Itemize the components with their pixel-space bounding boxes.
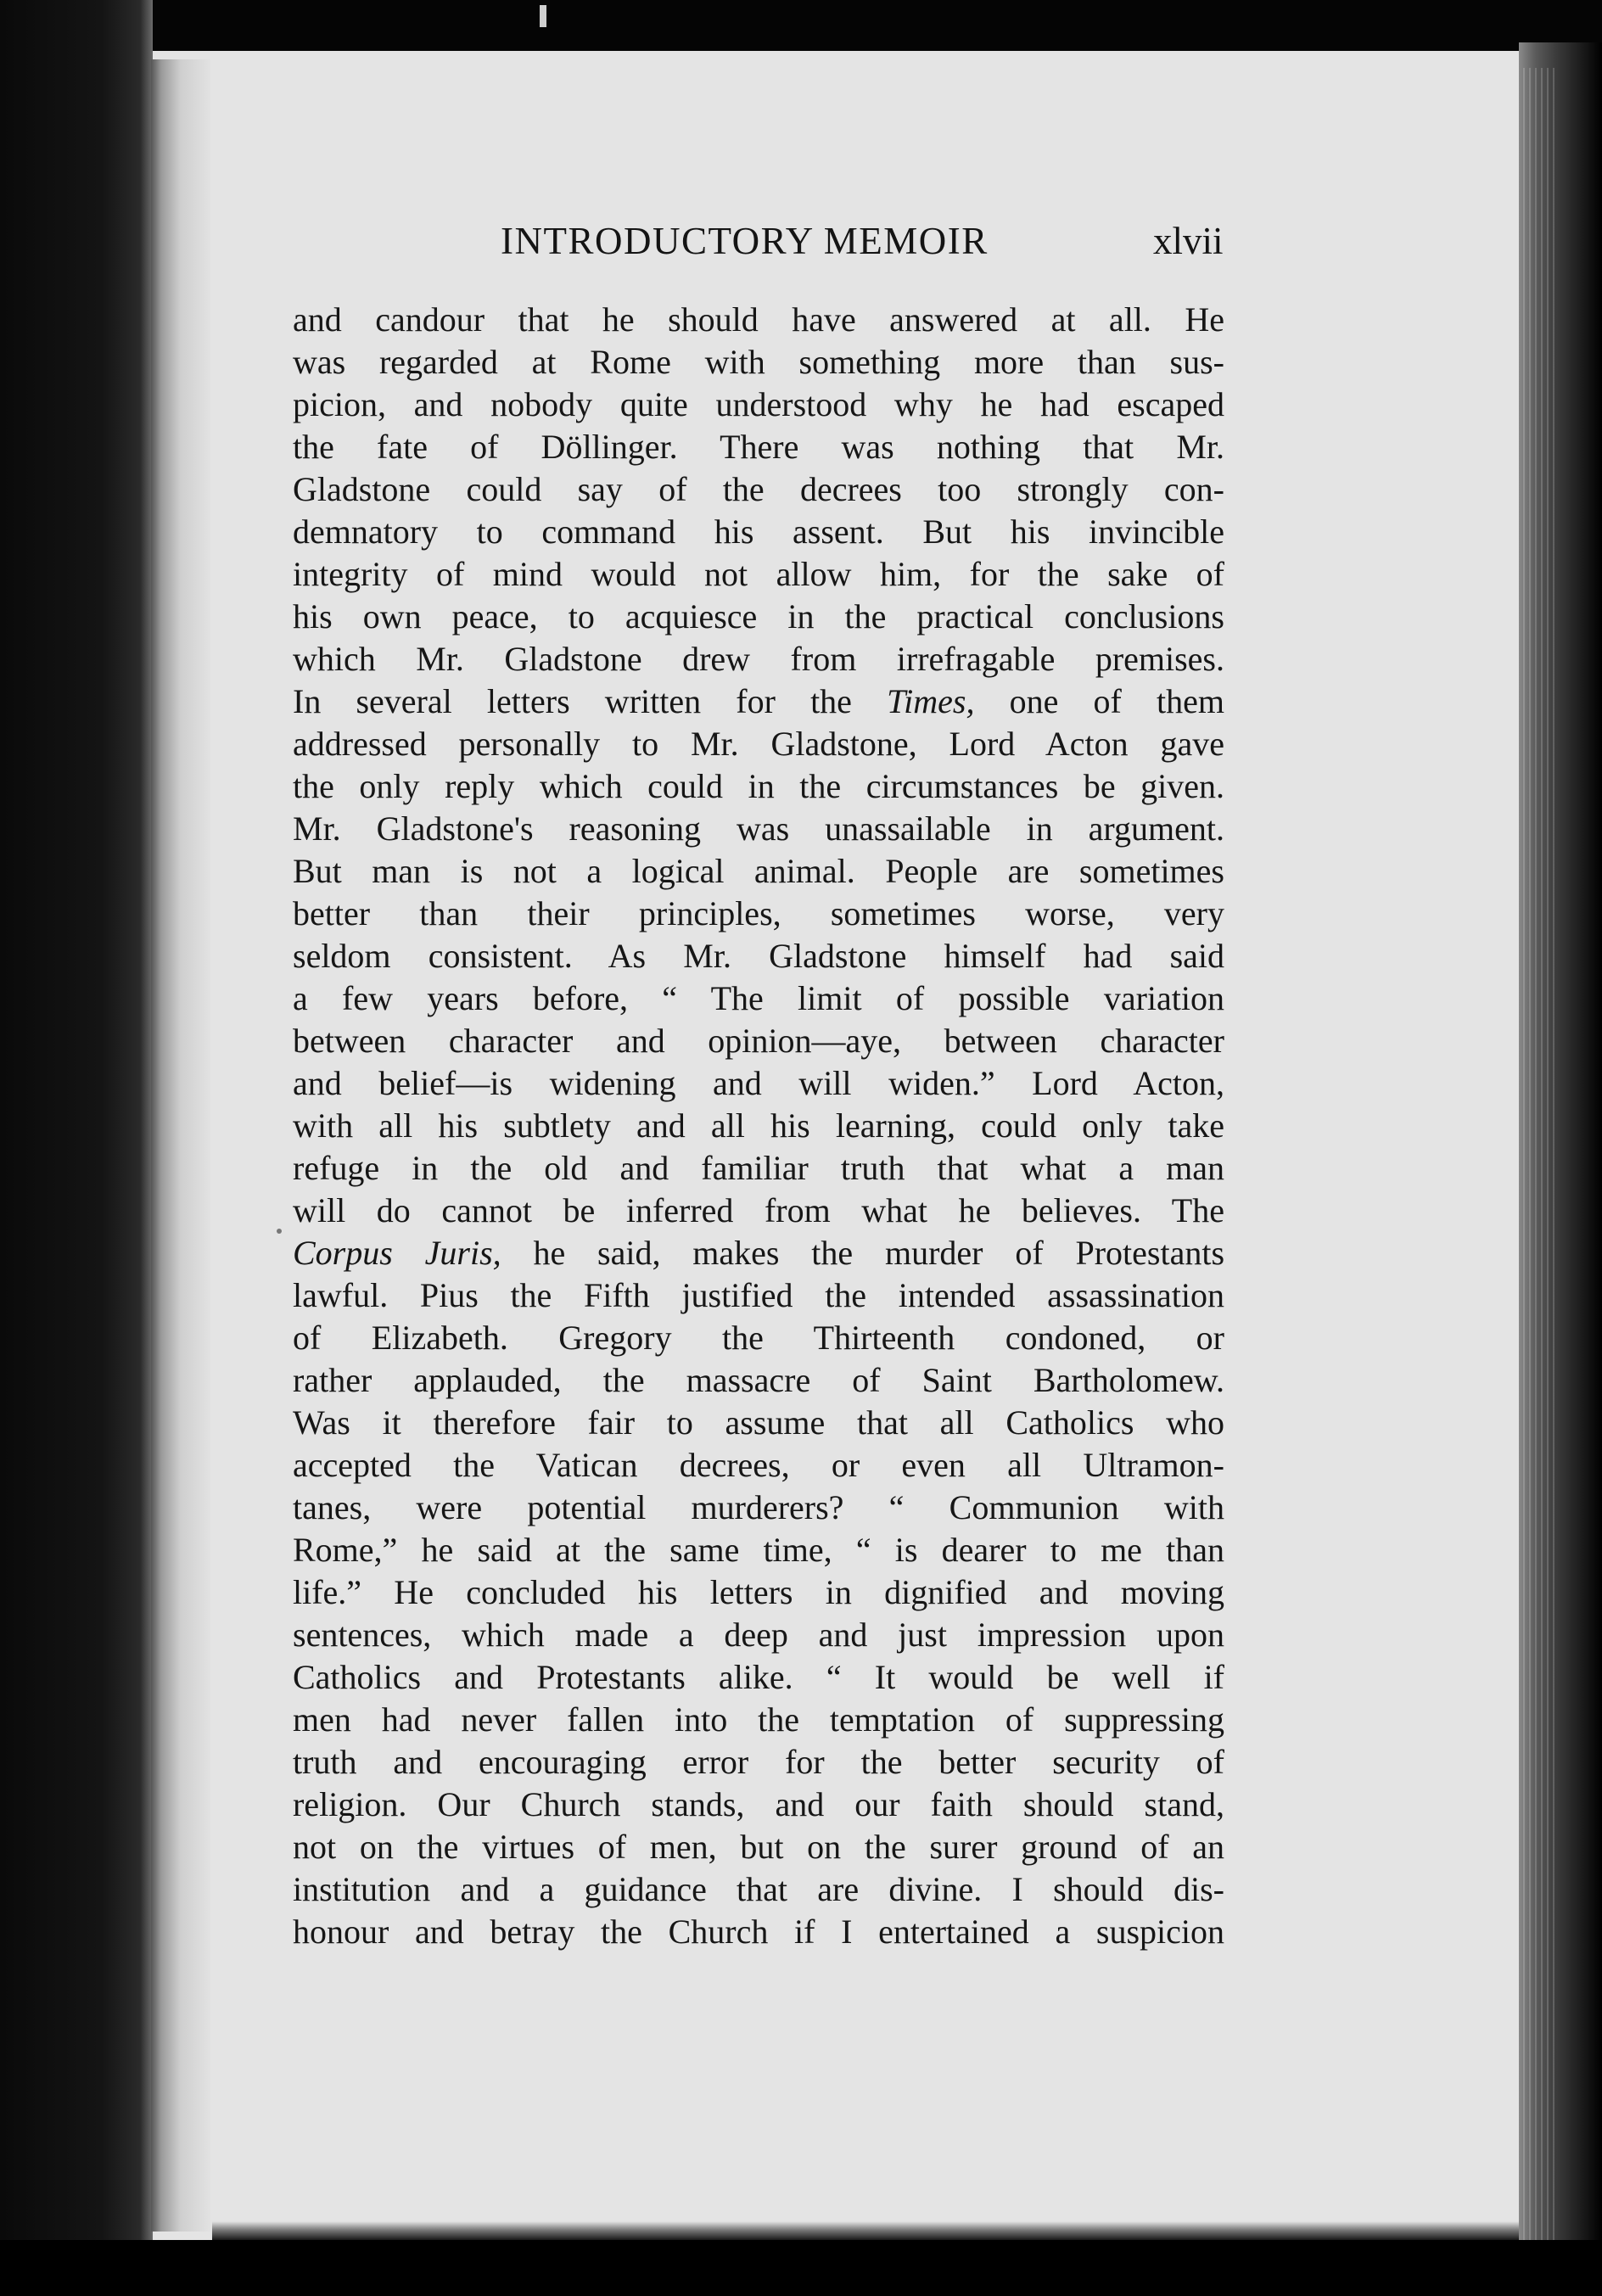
page-bottom-shadow bbox=[212, 2221, 1519, 2240]
text-line: addressed personally to Mr. Gladstone, Lord Acton gave bbox=[293, 725, 1224, 763]
text-line: tanes, were potential murderers? “ Communion with bbox=[293, 1488, 1224, 1526]
text-fragment: one of them bbox=[1009, 682, 1224, 720]
text-line: will do cannot be inferred from what he believes. The bbox=[293, 1191, 1224, 1229]
margin-mark bbox=[277, 1229, 282, 1234]
text-line: honour and betray the Church if I entertained a suspicion bbox=[293, 1912, 1224, 1951]
text-line: institution and a guidance that are divine. I should dis- bbox=[293, 1870, 1224, 1908]
text-line: and belief—is widening and will widen.” Lord Acton, bbox=[293, 1064, 1224, 1102]
text-line: Gladstone could say of the decrees too strongly con- bbox=[293, 470, 1224, 508]
text-line: not on the virtues of men, but on the surer ground of an bbox=[293, 1828, 1224, 1866]
text-line: lawful. Pius the Fifth justified the intended assassination bbox=[293, 1276, 1224, 1314]
text-line: Mr. Gladstone's reasoning was unassailable in argument. bbox=[293, 809, 1224, 848]
page-edges bbox=[1523, 68, 1557, 2240]
running-head-title: INTRODUCTORY MEMOIR bbox=[501, 220, 989, 262]
text-line: refuge in the old and familiar truth that what a man bbox=[293, 1149, 1224, 1187]
scan-speck bbox=[540, 5, 546, 27]
text-line: picion, and nobody quite understood why he had escaped bbox=[293, 385, 1224, 423]
text-line: better than their principles, sometimes worse, very bbox=[293, 894, 1224, 932]
text-line: truth and encouraging error for the better security of bbox=[293, 1743, 1224, 1781]
text-line: his own peace, to acquiesce in the practical conclusions bbox=[293, 597, 1224, 636]
text-line: accepted the Vatican decrees, or even all Ultramon- bbox=[293, 1446, 1224, 1484]
body-text bbox=[293, 299, 1224, 1953]
text-line: Catholics and Protestants alike. “ It would be well if bbox=[293, 1658, 1224, 1696]
scan-bottom-edge bbox=[0, 2240, 1602, 2296]
text-line: Rome,” he said at the same time, “ is dearer to me than bbox=[293, 1531, 1224, 1569]
text-line: life.” He concluded his letters in dignified and moving bbox=[293, 1573, 1224, 1611]
text-line: the fate of Döllinger. There was nothing that Mr. bbox=[293, 428, 1224, 466]
text-line: men had never fallen into the temptation of suppressing bbox=[293, 1700, 1224, 1739]
text-line: demnatory to command his assent. But his invincible bbox=[293, 512, 1224, 551]
page-number: xlvii bbox=[1153, 220, 1224, 262]
text-line: integrity of mind would not allow him, for the sake of bbox=[293, 555, 1224, 593]
text-line: But man is not a logical animal. People are sometimes bbox=[293, 852, 1224, 890]
text-line: and candour that he should have answered at all. He bbox=[293, 300, 1224, 339]
text-line: of Elizabeth. Gregory the Thirteenth condoned, or bbox=[293, 1319, 1224, 1357]
text-line: seldom consistent. As Mr. Gladstone himself had said bbox=[293, 937, 1224, 975]
text-line-with-italic bbox=[293, 680, 1224, 723]
text-line: sentences, which made a deep and just impression upon bbox=[293, 1616, 1224, 1654]
text-fragment: In several letters written for the bbox=[293, 682, 852, 720]
scan-left-gutter bbox=[0, 0, 153, 2296]
text-line-with-italic bbox=[293, 1232, 1224, 1274]
italic-title-times: Times, bbox=[887, 682, 975, 720]
text-fragment: he said, makes the murder of Protestants bbox=[533, 1234, 1224, 1272]
text-line: the only reply which could in the circumstances be given. bbox=[293, 767, 1224, 805]
text-line: a few years before, “ The limit of possible variation bbox=[293, 979, 1224, 1017]
text-line: rather applauded, the massacre of Saint Bartholomew. bbox=[293, 1361, 1224, 1399]
text-line: with all his subtlety and all his learning, could only take bbox=[293, 1106, 1224, 1145]
running-head bbox=[293, 219, 1226, 270]
text-line: was regarded at Rome with something more than sus- bbox=[293, 343, 1224, 381]
text-line: Was it therefore fair to assume that all Catholics who bbox=[293, 1403, 1224, 1442]
text-line: which Mr. Gladstone drew from irrefragable premises. bbox=[293, 640, 1224, 678]
italic-title-corpus-juris: Corpus Juris, bbox=[293, 1234, 501, 1272]
text-line: between character and opinion—aye, between character bbox=[293, 1022, 1224, 1060]
binding-shadow bbox=[151, 59, 210, 2232]
text-line: religion. Our Church stands, and our faith should stand, bbox=[293, 1785, 1224, 1823]
